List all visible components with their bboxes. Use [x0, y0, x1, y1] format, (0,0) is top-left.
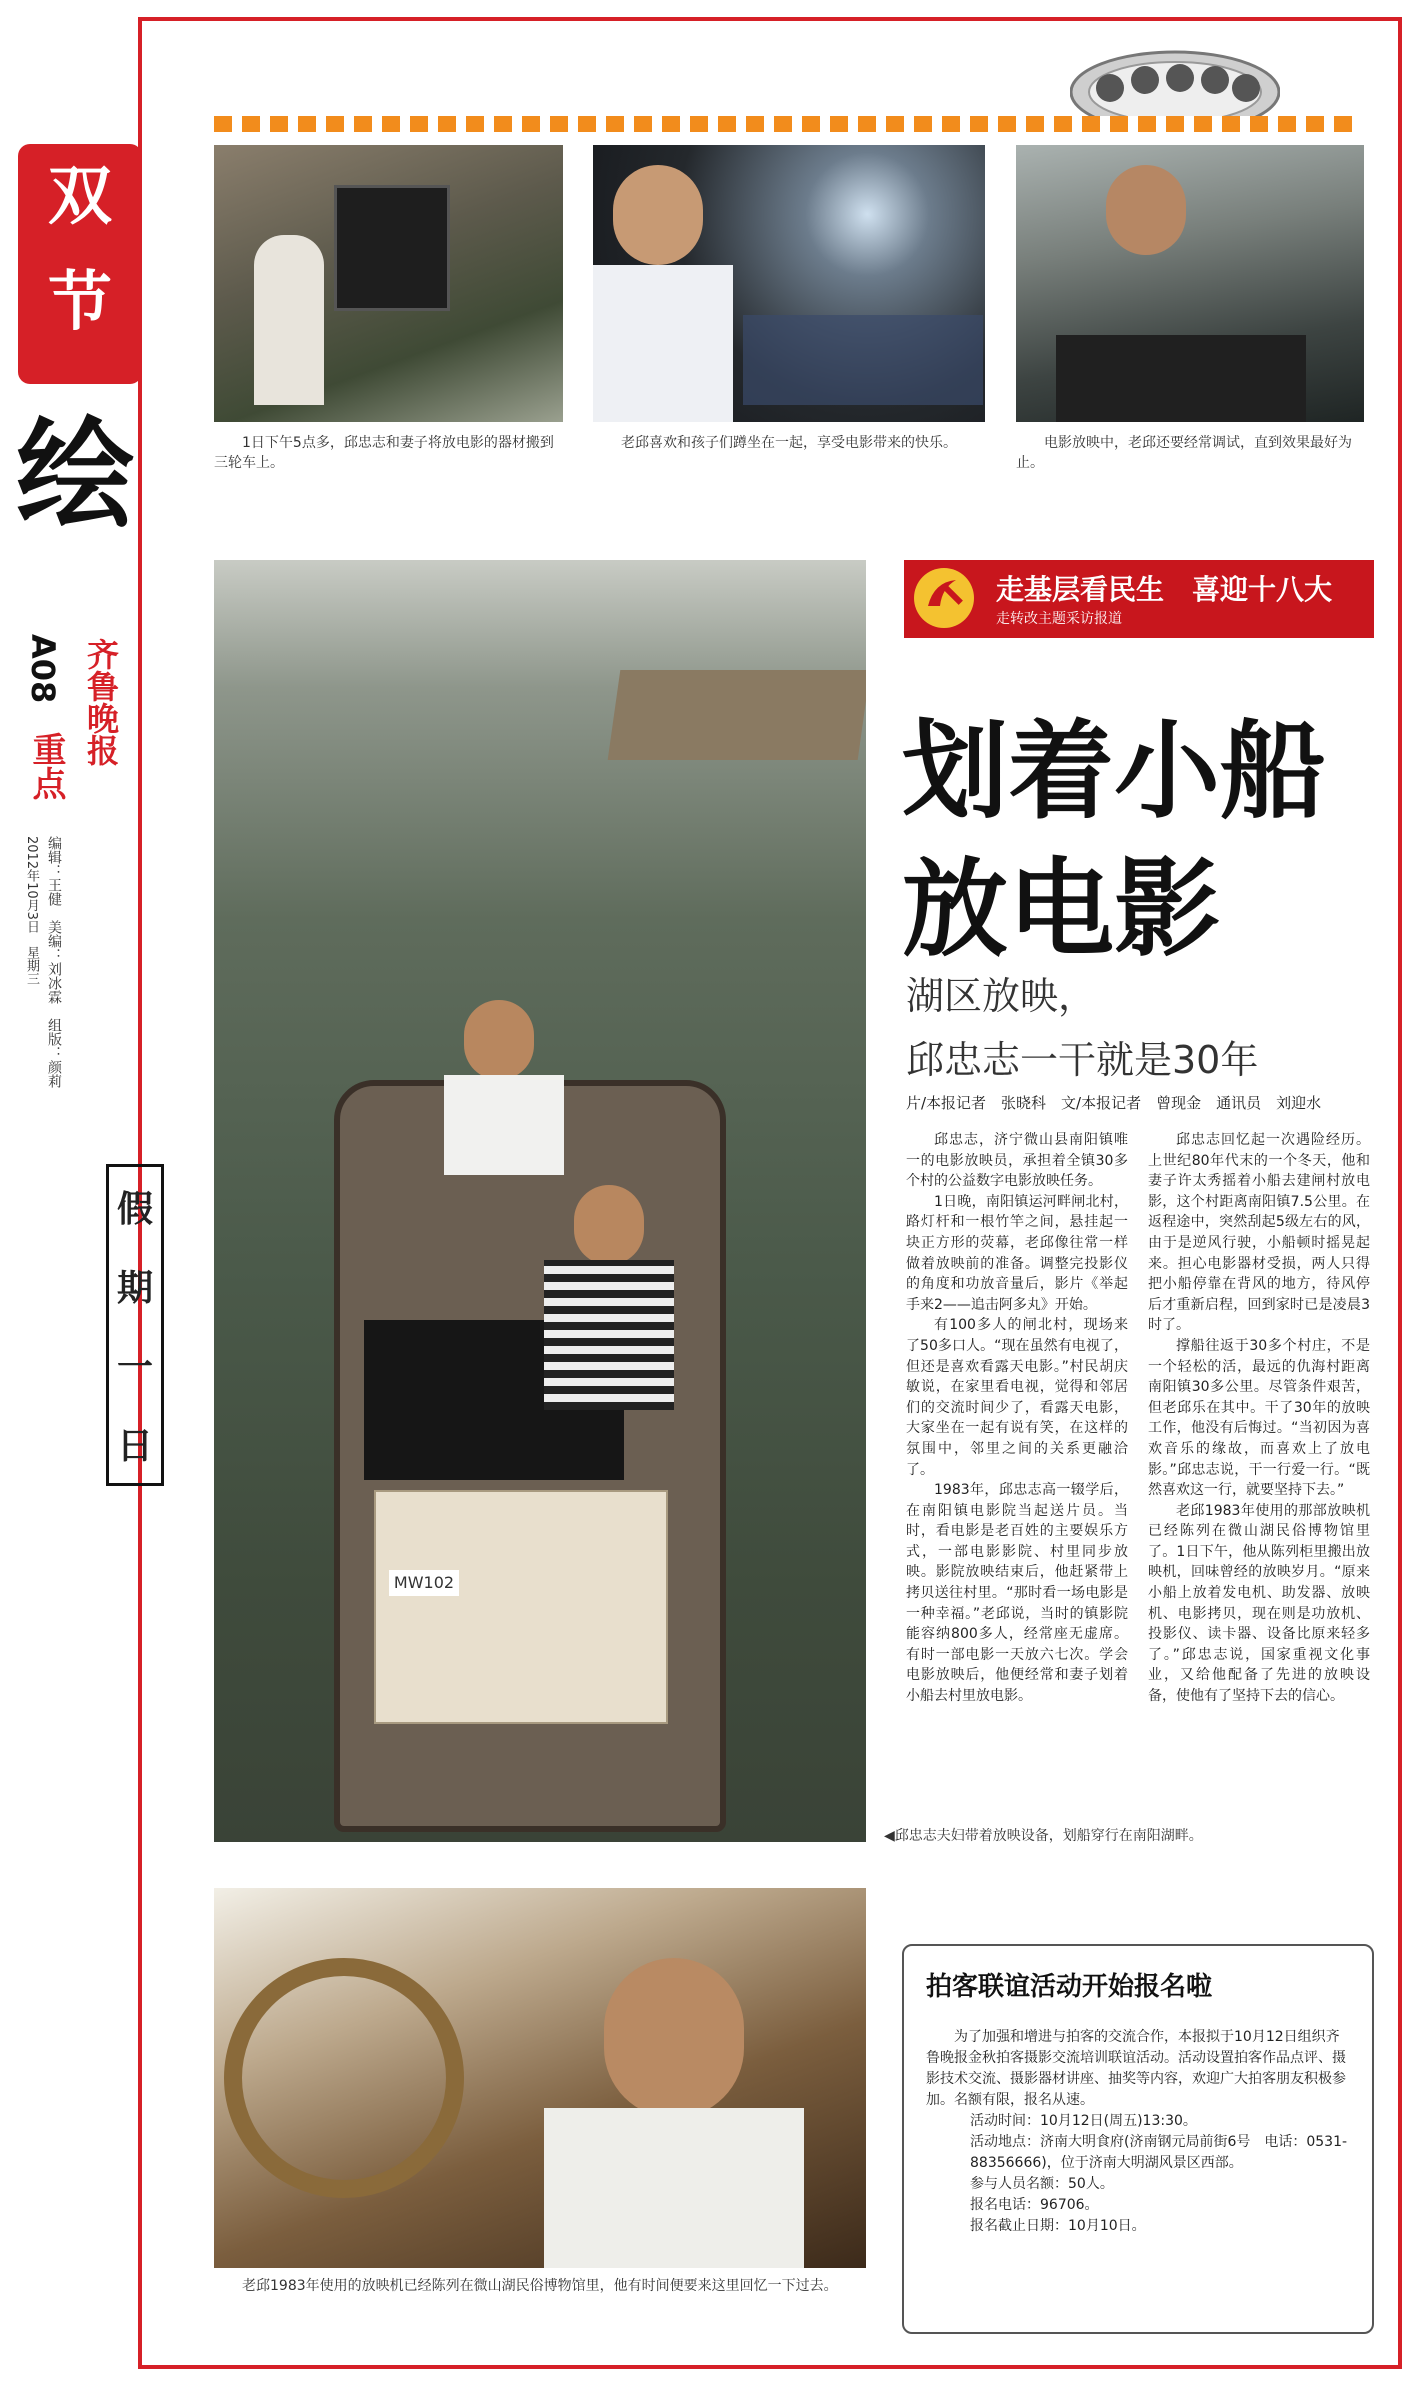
holiday-char: 一 — [116, 1347, 153, 1388]
photo-caption: 老邱喜欢和孩子们蹲坐在一起，享受电影带来的快乐。 — [621, 435, 957, 451]
article-paragraph: 邱忠志，济宁微山县南阳镇唯一的电影放映员，承担着全镇30多个村的公益数字电影放映任务。 — [906, 1132, 1128, 1190]
article-paragraph: 1983年，邱忠志高一辍学后，在南阳镇电影院当起送片员。当时，看电影是老百姓的主要娱乐方式，一部电影影院、村里同步放映。影院放映结束后，他赶紧带上拷贝送往村里。“那时看一场电影是一种幸福。”老邱说，当时的镇影院能容纳800多人，经常座无虚席。有时一部电影一天放六七次。学会电影放映后，他便经常和妻子划着小船去村里放电影。 — [906, 1482, 1128, 1705]
campaign-banner — [904, 560, 1374, 638]
notice-people: 参与人员名额：50人。 — [970, 2176, 1114, 2192]
photo-old-projector — [214, 1888, 866, 2268]
tag-char: 双 — [48, 160, 112, 234]
banner-title: 走基层看民生 喜迎十八大 — [996, 573, 1333, 606]
article-paragraph: 邱忠志回忆起一次遇险经历。上世纪80年代末的一个冬天，他和妻子许太秀摇着小船去建闸村放电影，这个村距离南阳镇7.5公里。在返程途中，突然刮起5级左右的风，由于是逆风行驶，小船顿时摇晃起来。担心电影器材受损，两人只得把小船停靠在背风的地方，待风停后才重新启程，回到家时已是凌晨3时了。 — [1148, 1132, 1370, 1334]
article-headline — [902, 702, 1326, 978]
photographer-event-notice — [902, 1944, 1374, 2334]
editor-line: 编辑：王健 美编：刘冰霖 组版：颜莉 — [46, 836, 62, 1088]
article-column-2 — [1148, 1130, 1370, 1707]
photo-caption: 1日下午5点多，邱忠志和妻子将放电影的器材搬到三轮车上。 — [214, 435, 554, 471]
film-reel-icon — [1070, 30, 1280, 120]
subhead-line: 湖区放映， — [906, 974, 1097, 1018]
holiday-day-box — [106, 1164, 164, 1486]
photo-boat-on-river: MW102 — [214, 560, 866, 1842]
photo-loading-equipment — [214, 145, 563, 422]
banner-subtitle: 走转改主题采访报道 — [996, 611, 1122, 627]
tag-char: 节 — [48, 266, 112, 340]
article-paragraph: 有100多人的闸北村，现场来了50多口人。“现在虽然有电视了，但还是喜欢看露天电影。”村民胡庆敏说，在家里看电视，觉得和邻居们的交流时间少了，看露天电影，大家坐在一起有说有笑，在这样的氛围中，邻里之间的关系更融洽了。 — [906, 1317, 1128, 1478]
date-line: 2012年10月3日 星期三 — [24, 836, 39, 985]
photo-caption: 电影放映中，老邱还要经常调试，直到效果最好为止。 — [1016, 435, 1352, 471]
paper-logo: 齐鲁晚报 — [82, 638, 120, 766]
photo-adjusting-projector — [1016, 145, 1364, 422]
double-festival-tag — [18, 144, 142, 384]
boat-photo-caption: ◀邱忠志夫妇带着放映设备，划船穿行在南阳湖畔。 — [884, 1828, 1203, 1844]
bottom-photo-caption: 老邱1983年使用的放映机已经陈列在微山湖民俗博物馆里，他有时间便要来这里回忆一下过去。 — [242, 2278, 838, 2294]
notice-deadline: 报名截止日期：10月10日。 — [970, 2218, 1146, 2234]
article-byline: 片/本报记者 张晓科 文/本报记者 曾现金 通讯员 刘迎水 — [906, 1094, 1322, 1112]
holiday-char: 期 — [116, 1268, 153, 1309]
subhead-line: 邱忠志一干就是30年 — [906, 1038, 1259, 1082]
hui-title: 绘 — [16, 405, 135, 544]
headline-line: 划着小船 — [902, 708, 1326, 833]
article-subhead — [906, 964, 1258, 1092]
article-paragraph: 1日晚，南阳镇运河畔闸北村，路灯杆和一根竹竿之间，悬挂起一块正方形的荧幕，老邱像往常一样做着放映前的准备。调整完投影仪的角度和功放音量后，影片《举起手来2——追击阿多丸》开始。 — [906, 1193, 1128, 1313]
notice-place: 活动地点：济南大明食府(济南钢元局前街6号 电话：0531-88356666)，位于济南大明湖风景区西部。 — [970, 2134, 1348, 2171]
notice-time: 活动时间：10月12日(周五)13:30。 — [970, 2113, 1197, 2129]
section-name: 重点 — [26, 732, 66, 800]
hammer-sickle-icon — [912, 566, 976, 630]
notice-intro: 为了加强和增进与拍客的交流合作，本报拟于10月12日组织齐鲁晚报金秋拍客摄影交流培训联谊活动。活动设置拍客作品点评、摄影技术交流、摄影器材讲座、抽奖等内容，欢迎广大拍客朋友积极参加。名额有限，报名从速。 — [926, 2029, 1346, 2108]
page-number: A08 — [24, 634, 62, 704]
article-column-1 — [906, 1130, 1128, 1707]
holiday-char: 假 — [116, 1189, 153, 1230]
holiday-char: 日 — [116, 1426, 153, 1467]
notice-title: 拍客联谊活动开始报名啦 — [926, 1972, 1213, 2002]
article-paragraph: 老邱1983年使用的那部放映机已经陈列在微山湖民俗博物馆里了。1日下午，他从陈列柜里搬出放映机，回味曾经的放映岁月。“原来小船上放着发电机、助发器、放映机、电影拷贝，现在则是功放机、投影仪、读卡器、设备比原来轻多了。”邱忠志说，国家重视文化事业，又给他配备了先进的放映设备，使他有了坚持下去的信心。 — [1148, 1502, 1370, 1705]
headline-line: 放电影 — [902, 846, 1220, 971]
article-paragraph: 撑船往返于30多个村庄，不是一个轻松的活，最远的仇海村距离南阳镇30多公里。尽管条件艰苦，但老邱乐在其中。干了30年的放映工作，他没有后悔过。“当初因为喜欢音乐的缘故，而喜欢上了放电影。”邱忠志说，干一行爱一行。“既然喜欢这一行，就要坚持下去。” — [1148, 1337, 1370, 1499]
notice-phone: 报名电话：96706。 — [970, 2197, 1099, 2213]
photo-children-watching — [593, 145, 985, 422]
decorative-dash-bar — [214, 116, 1360, 132]
